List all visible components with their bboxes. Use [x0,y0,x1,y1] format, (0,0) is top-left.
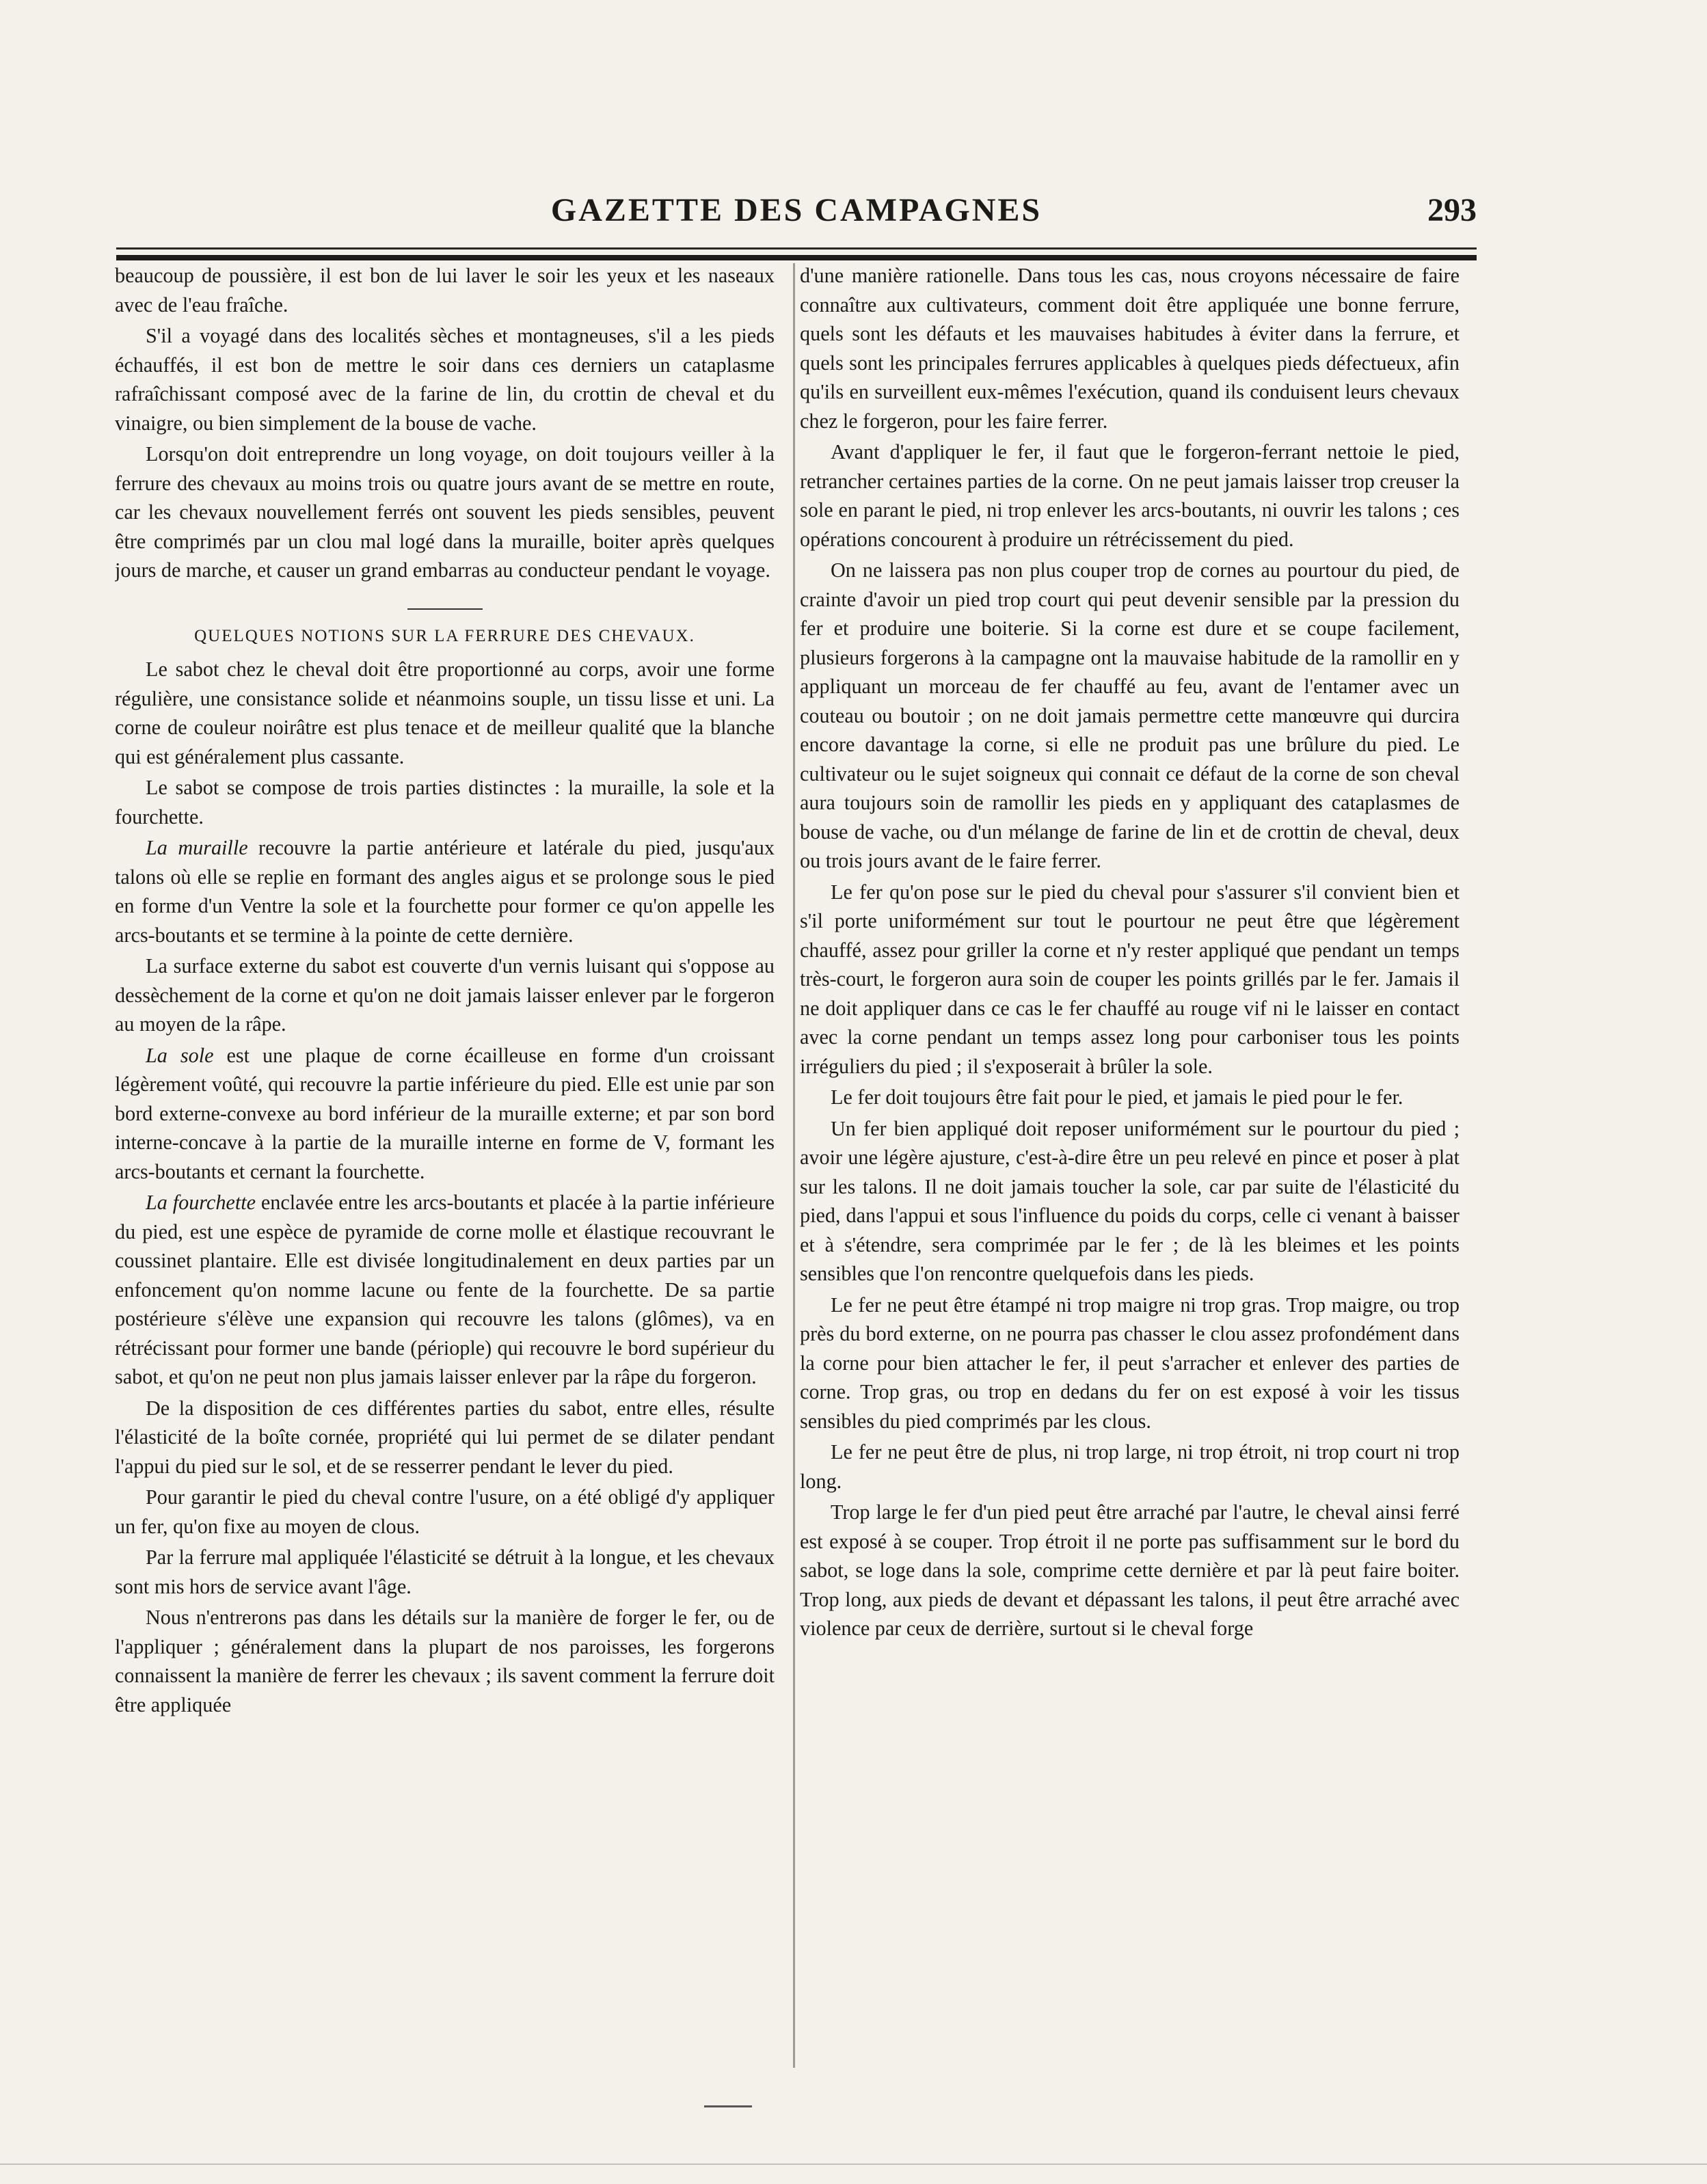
header-rule-thin [116,247,1477,250]
term-fourchette: La fourchette [146,1191,256,1214]
paragraph: Trop large le fer d'un pied peut être arraché par l'autre, le cheval ainsi ferré est exposé à se couper. Trop étroit il ne porte pas suffisamment sur le bord du sabot, se loge dans la sole, comprime cette dernière et par là peut faire boiter. Trop long, aux pieds de devant et dépassant les talons, il peut être arraché avec violence par ceux de derrière, surtout si le cheval forge [800,1500,1460,1640]
paragraph-text: est une plaque de corne écailleuse en forme d'un croissant légèrement voûté, qui recouvre la partie inférieure du pied. Elle est unie par son bord externe-convexe au bord inférieur de la muraille externe; et par son bord interne-concave à la partie de la muraille interne en forme de V, formant les arcs-boutants et cernant la fourchette. [115,1043,775,1183]
paragraph: Lorsqu'on doit entreprendre un long voyage, on doit toujours veiller à la ferrure des chevaux au moins trois ou quatre jours avant de se mettre en route, car les chevaux nouvellement ferrés ont souvent les pieds sensibles, peuvent être comprimés par un clou mal logé dans la muraille, boiter après quelques jours de marche, et causer un grand embarras au conducteur pendant le voyage. [115,442,775,582]
paragraph: Un fer bien appliqué doit reposer uniformément sur le pourtour du pied ; avoir une légère ajusture, c'est-à-dire être un peu relevé en pince et poser à plat sur les talons. Il ne doit jamais toucher la sole, car par suite de l'élasticité du pied, dans l'appui et sous l'influence du poids du corps, celle ci venant à baisser et à s'étendre, sera comprimée par le fer ; de là les bleimes et les points sensibles que l'on rencontre quelquefois dans les pieds. [800,1116,1460,1285]
left-column [115,261,775,2073]
paragraph [115,833,775,949]
publication-title: GAZETTE DES CAMPAGNES [550,192,1043,228]
paragraph: Nous n'entrerons pas dans les détails sur la manière de forger le fer, ou de l'appliquer ; généralement dans la plupart de nos paroisses, les forgerons connaissent la manière de ferrer les chevaux ; ils savent comment la ferrure doit être appliquée [115,1606,775,1716]
paragraph: Par la ferrure mal appliquée l'élasticité se détruit à la longue, et les chevaux sont mis hors de service avant l'âge. [115,1546,775,1598]
section-divider [407,608,483,610]
paragraph-text: enclavée entre les arcs-boutants et placée à la partie inférieure du pied, est une espèce de pyramide de corne molle et élastique recouvrant le coussinet plantaire. Elle est divisée longitudinalement en deux parties par un enfoncement qu'on nomme lacune ou fente de la fourchette. De sa partie postérieure s'élève une expansion qui recouvre les talons (glômes), va en rétrécissant pour former une bande (périople) qui recouvre le bord supérieur du sabot, et qu'on ne peut non plus jamais laisser enlever par la râpe du forgeron. [115,1191,775,1388]
term-muraille: La muraille [146,836,248,859]
paragraph: Le sabot chez le cheval doit être proportionné au corps, avoir une forme régulière, une consistance solide et néanmoins souple, un tissu lisse et uni. La corne de couleur noirâtre est plus tenace et de meilleur qualité que la blanche qui est généralement plus cassante. [115,658,775,768]
page-header [116,191,1477,253]
paragraph: d'une manière rationelle. Dans tous les cas, nous croyons nécessaire de faire connaître aux cultivateurs, comment doit être appliquée une bonne ferrure, quels sont les défauts et les mauvaises habitudes à éviter dans la ferrure, et quels sont les principales ferrures applicables à quelques pieds défectueux, afin qu'ils en surveillent eux-mêmes l'exécution, quand ils conduisent leurs chevaux chez le forgeron, pour les faire ferrer. [800,264,1460,433]
section-heading: QUELQUES NOTIONS SUR LA FERRURE DES CHEVAUX. [194,626,695,645]
paragraph-text: recouvre la partie antérieure et latérale du pied, jusqu'aux talons où elle se replie en formant des angles aigus et se prolonge sous le pied en forme d'un Ventre la sole et la fourchette pour former ce qu'on appelle les arcs-boutants et se termine à la pointe de cette dernière. [115,836,775,947]
paragraph: Avant d'appliquer le fer, il faut que le forgeron-ferrant nettoie le pied, retrancher certaines parties de la corne. On ne peut jamais laisser trop creuser la sole en parant le pied, ni trop enlever les arcs-boutants, ni ouvrir les talons ; ces opérations concourent à produire un rétrécissement du pied. [800,440,1460,551]
footer-mark [704,2105,752,2107]
header-rule-thick [116,255,1477,260]
page-number: 293 [1427,192,1477,228]
paragraph: Pour garantir le pied du cheval contre l'usure, on a été obligé d'y appliquer un fer, qu'on fixe au moyen de clous. [115,1485,775,1538]
paragraph: Le fer ne peut être de plus, ni trop large, ni trop étroit, ni trop court ni trop long. [800,1440,1460,1493]
footer-rule [0,2163,1707,2165]
paragraph: Le sabot se compose de trois parties distinctes : la muraille, la sole et la fourchette. [115,776,775,828]
paragraph: La surface externe du sabot est couverte d'un vernis luisant qui s'oppose au dessèchement de la corne et qu'on ne doit jamais laisser enlever par le forgeron au moyen de la râpe. [115,954,775,1036]
paragraph: S'il a voyagé dans des localités sèches et montagneuses, s'il a les pieds échauffés, il est bon de mettre le soir dans ces derniers un cataplasme rafraîchissant composé avec de la farine de lin, du crottin de cheval et du vinaigre, ou bien simplement de la bouse de vache. [115,324,775,435]
paragraph: Le fer doit toujours être fait pour le pied, et jamais le pied pour le fer. [831,1086,1403,1109]
paragraph [115,1188,775,1392]
right-column [800,261,1460,2073]
paragraph: beaucoup de poussière, il est bon de lui laver le soir les yeux et les naseaux avec de l'eau fraîche. [115,264,775,316]
paragraph: On ne laissera pas non plus couper trop de cornes au pourtour du pied, de crainte d'avoir un pied trop court qui peut devenir sensible par la pression du fer et produire une boiterie. Si la corne est dure et se coupe facilement, plusieurs forgerons à la campagne ont la mauvaise habitude de la ramollir en y appliquant un morceau de fer chauffé au feu, avant de l'entamer avec un couteau ou boutoir ; on ne doit jamais permettre cette manœuvre qui durcira encore davantage la corne, si elle ne produit pas une brûlure du pied. Le cultivateur ou le sujet soigneux qui connait ce défaut de la corne de son cheval aura toujours soin de ramollir les pieds en y appliquant des cataplasmes de bouse de vache, ou d'un mélange de farine de lin et de crottin de cheval, deux ou trois jours avant de le faire ferrer. [800,558,1460,872]
term-sole: La sole [146,1043,214,1067]
paragraph: De la disposition de ces différentes parties du sabot, entre elles, résulte l'élasticité de la boîte cornée, propriété qui lui permet de se dilater pendant l'appui du pied sur le sol, et de se resserrer pendant le lever du pied. [115,1396,775,1478]
paragraph: Le fer qu'on pose sur le pied du cheval pour s'assurer s'il convient bien et s'il porte uniformément sur tout le pourtour ne peut être que légèrement chauffé, assez pour griller la corne et n'y rester appliqué que pendant un temps très-court, le forgeron aura soin de couper les points grillés par le fer. Jamais il ne doit appliquer dans ce cas le fer chauffé au rouge vif ni le laisser en contact avec la corne pendant un temps assez long pour carboniser tous les points irréguliers du pied ; il s'exposerait à brûler la sole. [800,880,1460,1078]
column-divider [793,263,795,2068]
paragraph [115,1041,775,1187]
paragraph: Le fer ne peut être étampé ni trop maigre ni trop gras. Trop maigre, ou trop près du bord externe, on ne pourra pas chasser le clou assez profondément dans la corne pour bien attacher le fer, il peut s'arracher et enlever des parties de corne. Trop gras, ou trop en dedans du fer on est exposé à voir les tissus sensibles du pied comprimés par les clous. [800,1293,1460,1433]
